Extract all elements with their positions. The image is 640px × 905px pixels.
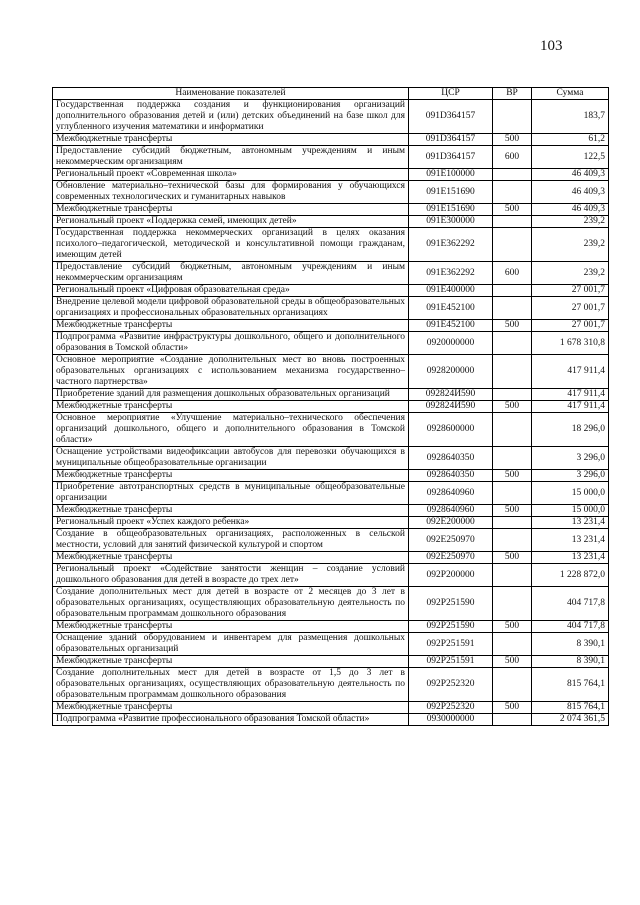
row-csr: 091E100000 [409, 169, 493, 181]
row-name: Государственная поддержка создания и функционирования организаций дополнительного образования детей и (или) детских объединений на базе школ для углубленного изучения математики и информатики [53, 100, 409, 134]
table-row [53, 517, 609, 529]
row-name: Региональный проект «Цифровая образовательная среда» [53, 285, 409, 297]
table-row [53, 216, 609, 228]
row-vr: 500 [493, 320, 532, 332]
row-csr: 092P251591 [409, 633, 493, 656]
row-sum: 417 911,4 [532, 389, 609, 401]
row-name: Межбюджетные трансферты [53, 552, 409, 564]
table-row [53, 204, 609, 216]
table-row [53, 702, 609, 714]
table-row [53, 413, 609, 447]
row-name: Приобретение автотранспортных средств в муниципальные общеобразовательные организации [53, 482, 409, 505]
table-row [53, 482, 609, 505]
row-name: Государственная поддержка некоммерческих организаций в целях оказания психолого–педагогической, методической и консультативной помощи гражданам, имеющим детей [53, 228, 409, 262]
row-csr: 092824И590 [409, 389, 493, 401]
row-sum: 13 231,4 [532, 552, 609, 564]
row-sum: 122,5 [532, 146, 609, 169]
row-sum: 815 764,1 [532, 702, 609, 714]
row-csr: 092P251590 [409, 621, 493, 633]
row-sum: 8 390,1 [532, 633, 609, 656]
row-sum: 183,7 [532, 100, 609, 134]
row-vr [493, 297, 532, 320]
row-vr [493, 587, 532, 621]
row-sum: 15 000,0 [532, 505, 609, 517]
row-vr [493, 100, 532, 134]
header-csr: ЦСР [409, 88, 493, 100]
table-row [53, 505, 609, 517]
row-csr: 0928640350 [409, 470, 493, 482]
row-sum: 3 296,0 [532, 470, 609, 482]
budget-table [52, 87, 609, 726]
table-header-row [53, 88, 609, 100]
row-sum: 46 409,3 [532, 181, 609, 204]
row-sum: 417 911,4 [532, 401, 609, 413]
row-vr: 500 [493, 702, 532, 714]
row-vr [493, 285, 532, 297]
row-name: Приобретение зданий для размещения дошкольных образовательных организаций [53, 389, 409, 401]
row-name: Межбюджетные трансферты [53, 702, 409, 714]
table-row [53, 297, 609, 320]
table-row [53, 447, 609, 470]
table-row [53, 169, 609, 181]
row-sum: 239,2 [532, 228, 609, 262]
row-csr: 091E452100 [409, 320, 493, 332]
table-row [53, 633, 609, 656]
row-vr [493, 413, 532, 447]
row-name: Предоставление субсидий бюджетным, автономным учреждениям и иным некоммерческим организациям [53, 262, 409, 285]
table-row [53, 262, 609, 285]
row-csr: 0920000000 [409, 332, 493, 355]
table-row [53, 134, 609, 146]
row-sum: 27 001,7 [532, 285, 609, 297]
row-name: Региональный проект «Поддержка семей, имеющих детей» [53, 216, 409, 228]
row-name: Межбюджетные трансферты [53, 505, 409, 517]
row-sum: 18 296,0 [532, 413, 609, 447]
row-vr: 500 [493, 401, 532, 413]
row-name: Обновление материально–технической базы для формирования у обучающихся современных технологических и гуманитарных навыков [53, 181, 409, 204]
table-body [53, 100, 609, 726]
row-sum: 27 001,7 [532, 320, 609, 332]
table-row [53, 621, 609, 633]
row-vr: 600 [493, 146, 532, 169]
row-vr: 500 [493, 505, 532, 517]
row-name: Внедрение целевой модели цифровой образовательной среды в общеобразовательных организациях и профессиональных образовательных организациях [53, 297, 409, 320]
row-name: Межбюджетные трансферты [53, 401, 409, 413]
table-row [53, 355, 609, 389]
row-sum: 1 678 310,8 [532, 332, 609, 355]
row-csr: 092P251590 [409, 587, 493, 621]
row-vr: 500 [493, 656, 532, 668]
row-name: Региональный проект «Современная школа» [53, 169, 409, 181]
row-vr [493, 668, 532, 702]
row-sum: 61,2 [532, 134, 609, 146]
row-name: Межбюджетные трансферты [53, 470, 409, 482]
row-csr: 092P200000 [409, 564, 493, 587]
row-csr: 091E452100 [409, 297, 493, 320]
row-vr [493, 332, 532, 355]
row-sum: 815 764,1 [532, 668, 609, 702]
row-name: Региональный проект «Содействие занятости женщин – создание условий дошкольного образования для детей в возрасте до трех лет» [53, 564, 409, 587]
row-vr [493, 517, 532, 529]
table-row [53, 714, 609, 726]
row-sum: 1 228 872,0 [532, 564, 609, 587]
row-sum: 2 074 361,5 [532, 714, 609, 726]
row-csr: 091D364157 [409, 100, 493, 134]
row-csr: 0928600000 [409, 413, 493, 447]
row-sum: 404 717,8 [532, 587, 609, 621]
row-sum: 13 231,4 [532, 529, 609, 552]
row-csr: 091E151690 [409, 181, 493, 204]
table-row [53, 146, 609, 169]
row-csr: 091E300000 [409, 216, 493, 228]
row-sum: 239,2 [532, 262, 609, 285]
row-csr: 092E200000 [409, 517, 493, 529]
table-row [53, 470, 609, 482]
row-csr: 091E400000 [409, 285, 493, 297]
row-name: Подпрограмма «Развитие инфраструктуры дошкольного, общего и дополнительного образования в Томской области» [53, 332, 409, 355]
row-csr: 092P252320 [409, 702, 493, 714]
row-sum: 27 001,7 [532, 297, 609, 320]
table-row [53, 228, 609, 262]
row-sum: 239,2 [532, 216, 609, 228]
row-sum: 404 717,8 [532, 621, 609, 633]
row-vr: 500 [493, 552, 532, 564]
row-vr [493, 389, 532, 401]
table-row [53, 100, 609, 134]
row-vr [493, 564, 532, 587]
row-csr: 092P251591 [409, 656, 493, 668]
header-sum: Сумма [532, 88, 609, 100]
row-csr: 092E250970 [409, 552, 493, 564]
row-name: Межбюджетные трансферты [53, 134, 409, 146]
table-row [53, 285, 609, 297]
row-csr: 092E250970 [409, 529, 493, 552]
row-csr: 0928640350 [409, 447, 493, 470]
table-row [53, 587, 609, 621]
row-csr: 091D364157 [409, 146, 493, 169]
row-csr: 092824И590 [409, 401, 493, 413]
row-name: Подпрограмма «Развитие профессионального образования Томской области» [53, 714, 409, 726]
row-vr [493, 447, 532, 470]
row-vr: 500 [493, 621, 532, 633]
row-vr: 600 [493, 262, 532, 285]
row-vr [493, 714, 532, 726]
row-vr: 500 [493, 134, 532, 146]
row-name: Основное мероприятие «Создание дополнительных мест во вновь построенных образовательных организациях с использованием механизма государственно–частного партнерства» [53, 355, 409, 389]
row-vr [493, 482, 532, 505]
row-name: Оснащение устройствами видеофиксации автобусов для перевозки обучающихся в муниципальные общеобразовательные организации [53, 447, 409, 470]
table-row [53, 552, 609, 564]
row-name: Создание дополнительных мест для детей в возрасте от 1,5 до 3 лет в образовательных организациях, осуществляющих образовательную деятельность по образовательным программам дошкольного образования [53, 668, 409, 702]
row-sum: 8 390,1 [532, 656, 609, 668]
row-sum: 3 296,0 [532, 447, 609, 470]
row-vr [493, 169, 532, 181]
table-row [53, 181, 609, 204]
row-name: Создание дополнительных мест для детей в возрасте от 2 месяцев до 3 лет в образовательных организациях, осуществляющих образовательную деятельность по образовательным программам дошкольного образования [53, 587, 409, 621]
table-row [53, 668, 609, 702]
row-vr [493, 228, 532, 262]
row-name: Межбюджетные трансферты [53, 621, 409, 633]
row-csr: 0928640960 [409, 505, 493, 517]
table-row [53, 320, 609, 332]
row-csr: 0928640960 [409, 482, 493, 505]
table-row [53, 564, 609, 587]
row-csr: 091D364157 [409, 134, 493, 146]
row-name: Межбюджетные трансферты [53, 320, 409, 332]
row-name: Предоставление субсидий бюджетным, автономным учреждениям и иным некоммерческим организациям [53, 146, 409, 169]
row-vr [493, 633, 532, 656]
row-csr: 091E362292 [409, 262, 493, 285]
row-vr [493, 355, 532, 389]
row-csr: 091E151690 [409, 204, 493, 216]
table-row [53, 401, 609, 413]
row-sum: 417 911,4 [532, 355, 609, 389]
header-name: Наименование показателей [53, 88, 409, 100]
table-row [53, 656, 609, 668]
row-name: Оснащение зданий оборудованием и инвентарем для размещения дошкольных образовательных организаций [53, 633, 409, 656]
table-row [53, 389, 609, 401]
row-vr [493, 216, 532, 228]
row-vr: 500 [493, 470, 532, 482]
page-number: 103 [540, 38, 563, 54]
row-sum: 13 231,4 [532, 517, 609, 529]
row-vr [493, 181, 532, 204]
table-row [53, 529, 609, 552]
row-csr: 092P252320 [409, 668, 493, 702]
row-name: Межбюджетные трансферты [53, 204, 409, 216]
row-vr [493, 529, 532, 552]
row-name: Региональный проект «Успех каждого ребенка» [53, 517, 409, 529]
row-csr: 091E362292 [409, 228, 493, 262]
row-name: Межбюджетные трансферты [53, 656, 409, 668]
row-sum: 46 409,3 [532, 204, 609, 216]
row-csr: 0928200000 [409, 355, 493, 389]
header-vr: ВР [493, 88, 532, 100]
row-sum: 46 409,3 [532, 169, 609, 181]
table-row [53, 332, 609, 355]
row-csr: 0930000000 [409, 714, 493, 726]
row-sum: 15 000,0 [532, 482, 609, 505]
row-vr: 500 [493, 204, 532, 216]
row-name: Основное мероприятие «Улучшение материально–технического обеспечения организаций дошкольного, общего и дополнительного образования в Томской области» [53, 413, 409, 447]
row-name: Создание в общеобразовательных организациях, расположенных в сельской местности, условий для занятий физической культурой и спортом [53, 529, 409, 552]
